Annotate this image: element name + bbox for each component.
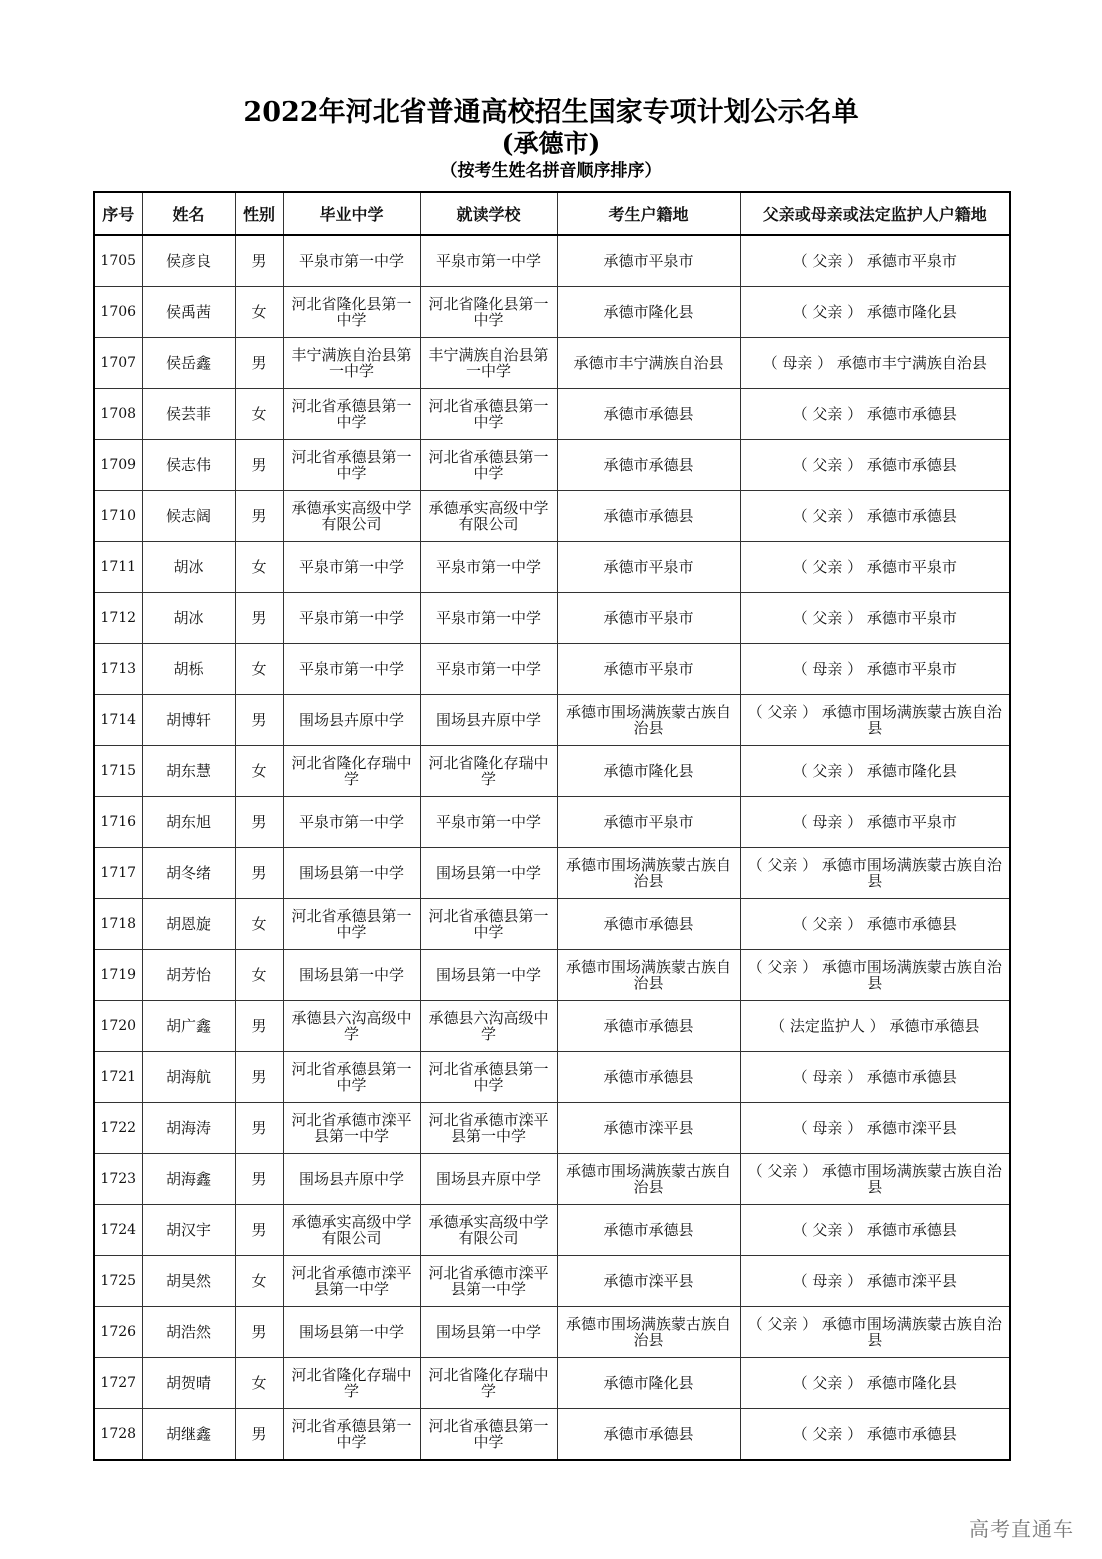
cell-household: 承德市滦平县	[557, 1103, 740, 1154]
cell-current-school: 河北省承德县第一中学	[420, 899, 557, 950]
cell-index: 1717	[94, 848, 142, 899]
cell-name: 候志阔	[142, 491, 235, 542]
cell-gender: 女	[235, 287, 283, 338]
cell-graduation-school: 围场县卉原中学	[283, 695, 420, 746]
cell-parent-household: （ 父亲 ） 承德市平泉市	[740, 593, 1010, 644]
cell-parent-household: （ 母亲 ） 承德市滦平县	[740, 1103, 1010, 1154]
cell-household: 承德市平泉市	[557, 593, 740, 644]
cell-gender: 男	[235, 1307, 283, 1358]
cell-name: 胡芳怡	[142, 950, 235, 1001]
cell-graduation-school: 平泉市第一中学	[283, 542, 420, 593]
cell-parent-household: （ 母亲 ） 承德市承德县	[740, 1052, 1010, 1103]
cell-household: 承德市平泉市	[557, 542, 740, 593]
cell-index: 1716	[94, 797, 142, 848]
cell-graduation-school: 围场县第一中学	[283, 1307, 420, 1358]
cell-gender: 女	[235, 389, 283, 440]
city-subtitle: (承德市)	[501, 129, 601, 158]
cell-parent-household: （ 父亲 ） 承德市围场满族蒙古族自治县	[740, 848, 1010, 899]
table-row	[94, 695, 1010, 746]
cell-household: 承德市平泉市	[557, 235, 740, 287]
table-row	[94, 389, 1010, 440]
table-row	[94, 491, 1010, 542]
cell-parent-household: （ 母亲 ） 承德市平泉市	[740, 797, 1010, 848]
cell-parent-household: （ 父亲 ） 承德市承德县	[740, 491, 1010, 542]
cell-graduation-school: 河北省承德县第一中学	[283, 899, 420, 950]
cell-parent-household: （ 父亲 ） 承德市隆化县	[740, 746, 1010, 797]
cell-household: 承德市滦平县	[557, 1256, 740, 1307]
cell-index: 1723	[94, 1154, 142, 1205]
table-row	[94, 1052, 1010, 1103]
header-current-school: 就读学校	[420, 192, 557, 235]
cell-household: 承德市隆化县	[557, 1358, 740, 1409]
cell-household: 承德市围场满族蒙古族自治县	[557, 950, 740, 1001]
cell-index: 1725	[94, 1256, 142, 1307]
cell-household: 承德市承德县	[557, 389, 740, 440]
cell-household: 承德市隆化县	[557, 287, 740, 338]
cell-household: 承德市丰宁满族自治县	[557, 338, 740, 389]
cell-graduation-school: 平泉市第一中学	[283, 235, 420, 287]
cell-graduation-school: 平泉市第一中学	[283, 644, 420, 695]
cell-name: 胡汉宇	[142, 1205, 235, 1256]
cell-index: 1706	[94, 287, 142, 338]
cell-index: 1728	[94, 1409, 142, 1461]
page-title: 2022年河北省普通高校招生国家专项计划公示名单	[243, 97, 859, 128]
table-row	[94, 1256, 1010, 1307]
cell-gender: 男	[235, 235, 283, 287]
cell-index: 1718	[94, 899, 142, 950]
table-row	[94, 1103, 1010, 1154]
cell-index: 1724	[94, 1205, 142, 1256]
cell-parent-household: （ 父亲 ） 承德市承德县	[740, 1409, 1010, 1461]
cell-index: 1711	[94, 542, 142, 593]
table-row	[94, 593, 1010, 644]
cell-gender: 女	[235, 746, 283, 797]
cell-current-school: 河北省隆化存瑞中学	[420, 1358, 557, 1409]
cell-gender: 男	[235, 797, 283, 848]
cell-name: 胡东旭	[142, 797, 235, 848]
cell-graduation-school: 围场县第一中学	[283, 950, 420, 1001]
cell-graduation-school: 河北省承德县第一中学	[283, 440, 420, 491]
header-name: 姓名	[142, 192, 235, 235]
table-row	[94, 235, 1010, 287]
cell-current-school: 河北省承德县第一中学	[420, 1409, 557, 1461]
cell-parent-household: （ 法定监护人 ） 承德市承德县	[740, 1001, 1010, 1052]
cell-parent-household: （ 父亲 ） 承德市承德县	[740, 440, 1010, 491]
cell-current-school: 围场县卉原中学	[420, 695, 557, 746]
table-row	[94, 338, 1010, 389]
cell-current-school: 河北省承德市滦平县第一中学	[420, 1256, 557, 1307]
cell-parent-household: （ 母亲 ） 承德市平泉市	[740, 644, 1010, 695]
cell-current-school: 丰宁满族自治县第一中学	[420, 338, 557, 389]
cell-gender: 男	[235, 848, 283, 899]
watermark: 高考直通车	[969, 1517, 1074, 1541]
cell-parent-household: （ 父亲 ） 承德市围场满族蒙古族自治县	[740, 950, 1010, 1001]
cell-name: 胡冬绪	[142, 848, 235, 899]
cell-name: 胡昊然	[142, 1256, 235, 1307]
cell-graduation-school: 河北省承德县第一中学	[283, 389, 420, 440]
cell-current-school: 平泉市第一中学	[420, 235, 557, 287]
cell-gender: 男	[235, 1001, 283, 1052]
cell-graduation-school: 承德县六沟高级中学	[283, 1001, 420, 1052]
cell-gender: 男	[235, 695, 283, 746]
cell-graduation-school: 平泉市第一中学	[283, 593, 420, 644]
header-household: 考生户籍地	[557, 192, 740, 235]
cell-index: 1709	[94, 440, 142, 491]
cell-index: 1710	[94, 491, 142, 542]
table-row	[94, 848, 1010, 899]
cell-parent-household: （ 父亲 ） 承德市承德县	[740, 389, 1010, 440]
cell-parent-household: （ 父亲 ） 承德市隆化县	[740, 1358, 1010, 1409]
cell-graduation-school: 围场县卉原中学	[283, 1154, 420, 1205]
cell-graduation-school: 丰宁满族自治县第一中学	[283, 338, 420, 389]
table-row	[94, 1154, 1010, 1205]
cell-gender: 女	[235, 1256, 283, 1307]
cell-graduation-school: 河北省承德县第一中学	[283, 1052, 420, 1103]
header-graduation-school: 毕业中学	[283, 192, 420, 235]
cell-gender: 女	[235, 542, 283, 593]
cell-graduation-school: 河北省承德市滦平县第一中学	[283, 1103, 420, 1154]
cell-current-school: 平泉市第一中学	[420, 797, 557, 848]
cell-household: 承德市围场满族蒙古族自治县	[557, 1154, 740, 1205]
cell-parent-household: （ 父亲 ） 承德市平泉市	[740, 235, 1010, 287]
header-index: 序号	[94, 192, 142, 235]
cell-name: 胡贺晴	[142, 1358, 235, 1409]
table-row	[94, 440, 1010, 491]
cell-graduation-school: 河北省隆化存瑞中学	[283, 1358, 420, 1409]
cell-name: 胡恩旋	[142, 899, 235, 950]
cell-index: 1719	[94, 950, 142, 1001]
table-row	[94, 1205, 1010, 1256]
table-row	[94, 1409, 1010, 1461]
cell-name: 侯彦良	[142, 235, 235, 287]
cell-current-school: 河北省承德县第一中学	[420, 1052, 557, 1103]
header-gender: 性别	[235, 192, 283, 235]
cell-current-school: 河北省承德县第一中学	[420, 389, 557, 440]
cell-name: 胡继鑫	[142, 1409, 235, 1461]
cell-gender: 女	[235, 644, 283, 695]
cell-index: 1714	[94, 695, 142, 746]
cell-graduation-school: 河北省承德市滦平县第一中学	[283, 1256, 420, 1307]
cell-current-school: 平泉市第一中学	[420, 593, 557, 644]
cell-current-school: 河北省承德市滦平县第一中学	[420, 1103, 557, 1154]
cell-current-school: 承德承实高级中学有限公司	[420, 1205, 557, 1256]
cell-index: 1708	[94, 389, 142, 440]
cell-parent-household: （ 父亲 ） 承德市隆化县	[740, 287, 1010, 338]
cell-name: 胡海鑫	[142, 1154, 235, 1205]
cell-index: 1707	[94, 338, 142, 389]
cell-index: 1722	[94, 1103, 142, 1154]
cell-current-school: 平泉市第一中学	[420, 644, 557, 695]
cell-household: 承德市承德县	[557, 440, 740, 491]
cell-index: 1727	[94, 1358, 142, 1409]
cell-name: 胡东慧	[142, 746, 235, 797]
cell-name: 侯芸菲	[142, 389, 235, 440]
cell-gender: 男	[235, 1103, 283, 1154]
roster-table	[93, 191, 1011, 1461]
cell-household: 承德市平泉市	[557, 644, 740, 695]
cell-graduation-school: 河北省隆化县第一中学	[283, 287, 420, 338]
cell-index: 1726	[94, 1307, 142, 1358]
cell-name: 胡冰	[142, 593, 235, 644]
cell-index: 1712	[94, 593, 142, 644]
table-header-row	[94, 192, 1010, 235]
cell-household: 承德市围场满族蒙古族自治县	[557, 695, 740, 746]
cell-parent-household: （ 母亲 ） 承德市滦平县	[740, 1256, 1010, 1307]
table-row	[94, 797, 1010, 848]
cell-parent-household: （ 父亲 ） 承德市平泉市	[740, 542, 1010, 593]
cell-current-school: 平泉市第一中学	[420, 542, 557, 593]
cell-current-school: 河北省隆化县第一中学	[420, 287, 557, 338]
cell-parent-household: （ 父亲 ） 承德市围场满族蒙古族自治县	[740, 1154, 1010, 1205]
cell-parent-household: （ 父亲 ） 承德市承德县	[740, 1205, 1010, 1256]
cell-parent-household: （ 父亲 ） 承德市围场满族蒙古族自治县	[740, 1307, 1010, 1358]
cell-graduation-school: 河北省承德县第一中学	[283, 1409, 420, 1461]
cell-name: 胡冰	[142, 542, 235, 593]
cell-household: 承德市承德县	[557, 899, 740, 950]
cell-name: 胡博轩	[142, 695, 235, 746]
cell-gender: 女	[235, 1358, 283, 1409]
table-row	[94, 644, 1010, 695]
cell-gender: 男	[235, 593, 283, 644]
cell-household: 承德市平泉市	[557, 797, 740, 848]
cell-gender: 男	[235, 491, 283, 542]
cell-current-school: 河北省隆化存瑞中学	[420, 746, 557, 797]
cell-gender: 男	[235, 1205, 283, 1256]
cell-household: 承德市承德县	[557, 1409, 740, 1461]
cell-parent-household: （ 父亲 ） 承德市围场满族蒙古族自治县	[740, 695, 1010, 746]
cell-household: 承德市围场满族蒙古族自治县	[557, 848, 740, 899]
cell-graduation-school: 承德承实高级中学有限公司	[283, 491, 420, 542]
cell-graduation-school: 河北省隆化存瑞中学	[283, 746, 420, 797]
cell-gender: 男	[235, 1409, 283, 1461]
cell-current-school: 围场县卉原中学	[420, 1154, 557, 1205]
sort-note: （按考生姓名拼音顺序排序）	[440, 161, 662, 181]
cell-name: 胡海涛	[142, 1103, 235, 1154]
cell-gender: 男	[235, 440, 283, 491]
cell-name: 胡海航	[142, 1052, 235, 1103]
cell-gender: 女	[235, 899, 283, 950]
cell-household: 承德市承德县	[557, 1205, 740, 1256]
cell-index: 1720	[94, 1001, 142, 1052]
cell-household: 承德市承德县	[557, 491, 740, 542]
cell-gender: 男	[235, 1154, 283, 1205]
header-parent-household: 父亲或母亲或法定监护人户籍地	[740, 192, 1010, 235]
cell-graduation-school: 平泉市第一中学	[283, 797, 420, 848]
cell-current-school: 河北省承德县第一中学	[420, 440, 557, 491]
cell-household: 承德市围场满族蒙古族自治县	[557, 1307, 740, 1358]
table-row	[94, 899, 1010, 950]
table-row	[94, 542, 1010, 593]
table-row	[94, 950, 1010, 1001]
cell-current-school: 围场县第一中学	[420, 848, 557, 899]
cell-current-school: 承德承实高级中学有限公司	[420, 491, 557, 542]
table-row	[94, 746, 1010, 797]
cell-name: 胡广鑫	[142, 1001, 235, 1052]
table-row	[94, 1358, 1010, 1409]
table-row	[94, 1307, 1010, 1358]
cell-name: 侯岳鑫	[142, 338, 235, 389]
cell-gender: 女	[235, 950, 283, 1001]
cell-index: 1713	[94, 644, 142, 695]
cell-household: 承德市隆化县	[557, 746, 740, 797]
cell-current-school: 围场县第一中学	[420, 950, 557, 1001]
cell-parent-household: （ 父亲 ） 承德市承德县	[740, 899, 1010, 950]
table-row	[94, 1001, 1010, 1052]
cell-gender: 男	[235, 1052, 283, 1103]
cell-graduation-school: 承德承实高级中学有限公司	[283, 1205, 420, 1256]
table-row	[94, 287, 1010, 338]
cell-index: 1715	[94, 746, 142, 797]
cell-parent-household: （ 母亲 ） 承德市丰宁满族自治县	[740, 338, 1010, 389]
cell-index: 1705	[94, 235, 142, 287]
cell-graduation-school: 围场县第一中学	[283, 848, 420, 899]
cell-index: 1721	[94, 1052, 142, 1103]
cell-household: 承德市承德县	[557, 1001, 740, 1052]
cell-gender: 男	[235, 338, 283, 389]
cell-current-school: 围场县第一中学	[420, 1307, 557, 1358]
cell-household: 承德市承德县	[557, 1052, 740, 1103]
cell-name: 胡浩然	[142, 1307, 235, 1358]
cell-current-school: 承德县六沟高级中学	[420, 1001, 557, 1052]
cell-name: 侯志伟	[142, 440, 235, 491]
cell-name: 侯禹茜	[142, 287, 235, 338]
cell-name: 胡栎	[142, 644, 235, 695]
